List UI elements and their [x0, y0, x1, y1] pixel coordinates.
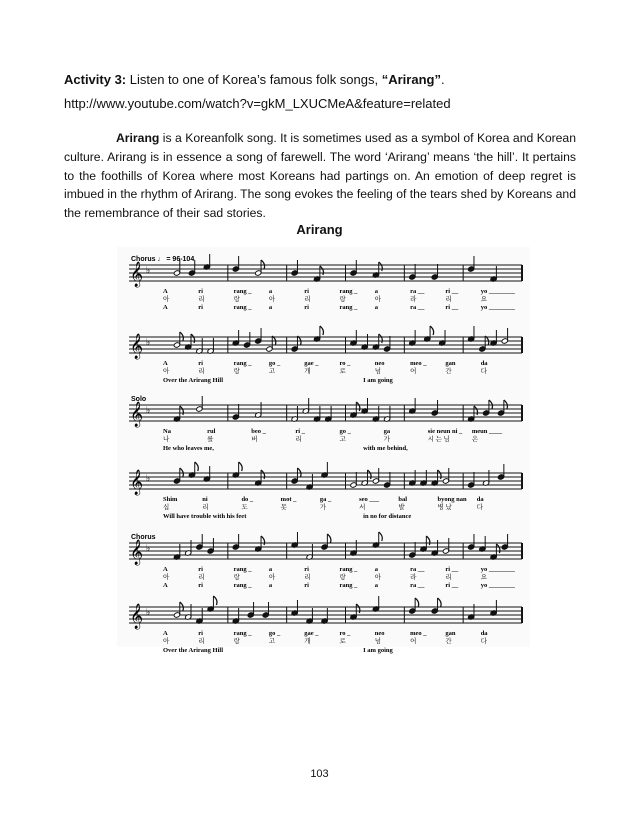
flat-sign-icon: ♭ — [146, 474, 151, 484]
lyric-romanized: meo _ — [410, 630, 427, 637]
lyric-romanized: ri — [198, 360, 204, 367]
lyric-korean: 리 — [445, 296, 452, 303]
note-flag — [261, 536, 265, 545]
lyric-romanized: rang _ — [233, 288, 252, 295]
lyric-korean: 리 — [198, 296, 205, 303]
lyric-korean: 리 — [198, 368, 205, 375]
lyric-english-right: I am going — [363, 647, 393, 654]
activity-label: Activity 3: — [64, 72, 127, 87]
lyric-korean: 개 — [304, 368, 311, 375]
lyric-english-left: Will have trouble with his feet — [163, 513, 247, 520]
note-flag — [239, 462, 243, 471]
lyric-romanized: A — [163, 288, 168, 295]
lyric-romanized: rang _ — [233, 566, 252, 573]
lyric-romanized: bal — [398, 496, 408, 503]
lyric-romanized: A — [163, 360, 168, 367]
lyric-romanized: byong nan — [437, 496, 467, 503]
treble-clef-icon: 𝄞 — [130, 540, 144, 565]
lyric-romanized-repeat: ra __ — [410, 582, 425, 589]
lyric-romanized-repeat: A — [163, 582, 168, 589]
lyric-romanized: ri — [198, 630, 204, 637]
activity-song-name: “Arirang” — [381, 72, 441, 87]
lyric-romanized-repeat: yo ________ — [480, 582, 515, 589]
flat-sign-icon: ♭ — [146, 266, 151, 276]
lyric-romanized: neo — [374, 630, 385, 637]
lyric-korean: 아 — [163, 368, 170, 375]
flat-sign-icon: ♭ — [146, 406, 151, 416]
lyric-korean: 아 — [268, 296, 276, 303]
treble-clef-icon: 𝄞 — [130, 262, 144, 287]
lyric-romanized: sie neun ni _ — [427, 428, 463, 435]
activity-heading — [64, 72, 445, 88]
lyric-korean: 고 — [268, 368, 276, 375]
activity-period: . — [440, 72, 445, 87]
lyric-korean: 리 — [304, 574, 311, 581]
lyric-korean: 개 — [304, 638, 311, 645]
lyric-romanized: ga _ — [319, 496, 332, 503]
treble-clef-icon: 𝄞 — [130, 604, 144, 629]
lyric-korean: 아 — [163, 574, 170, 581]
lyric-romanized: neo — [374, 360, 385, 367]
note-flag — [379, 334, 383, 343]
lyric-romanized: ri _ — [295, 428, 305, 435]
lyric-english-left: He who leaves me, — [163, 445, 214, 452]
lyric-romanized-repeat: ri — [304, 304, 309, 311]
lyric-korean: 도 — [241, 504, 248, 511]
lyric-romanized: gan — [445, 630, 456, 637]
lyric-korean: 랑 — [233, 574, 240, 581]
lyric-romanized-repeat: rang _ — [233, 582, 252, 589]
lyric-korean: 랑 — [233, 296, 240, 303]
lyric-romanized: gae _ — [304, 630, 319, 637]
note-flag — [180, 406, 184, 415]
note-flag — [438, 598, 442, 607]
lyric-romanized: ri __ — [445, 288, 459, 295]
lyric-korean: 요 — [480, 296, 487, 303]
lyric-romanized-repeat: ri — [198, 304, 204, 311]
paragraph-bold-lead: Arirang — [116, 131, 160, 145]
lyric-korean: 리 — [445, 574, 452, 581]
lyric-romanized-repeat: ri __ — [445, 582, 459, 589]
lyric-korean: 넘 — [374, 638, 382, 645]
note-flag — [415, 598, 419, 607]
lyric-korean: 십 — [163, 504, 170, 511]
lyric-romanized: ri — [304, 566, 309, 573]
lyric-korean: 다 — [480, 638, 487, 645]
lyric-romanized: mot _ — [280, 496, 297, 503]
note-flag — [474, 406, 478, 415]
note-flag — [438, 470, 442, 479]
lyric-romanized-repeat: a — [374, 582, 379, 589]
lyric-romanized-repeat: ri — [198, 582, 204, 589]
lyric-romanized-repeat: ri — [304, 582, 309, 589]
activity-text: Listen to one of Korea’s famous folk songs, — [126, 72, 382, 87]
lyric-korean: 병 났 — [437, 504, 452, 511]
lyric-romanized: da — [480, 630, 488, 637]
lyric-romanized: ri — [304, 288, 309, 295]
lyric-korean: 고 — [268, 638, 276, 645]
lyric-romanized: yo ________ — [480, 566, 515, 573]
lyric-romanized: ri — [198, 288, 204, 295]
lyric-romanized-repeat: a — [268, 304, 273, 311]
lyric-korean: 랑 — [233, 368, 240, 375]
lyric-romanized: beo _ — [251, 428, 266, 435]
lyric-korean: 아 — [268, 574, 276, 581]
lyric-romanized: rang _ — [339, 288, 358, 295]
lyric-romanized-repeat: A — [163, 304, 168, 311]
sheet-music-image — [117, 247, 530, 654]
lyric-romanized: gan — [445, 360, 456, 367]
treble-clef-icon: 𝄞 — [130, 470, 144, 495]
note-flag — [379, 532, 383, 541]
lyric-korean: 고 — [339, 436, 346, 443]
lyric-romanized: meo _ — [410, 360, 427, 367]
lyric-romanized: Na — [163, 428, 171, 435]
lyric-romanized-repeat: a — [374, 304, 379, 311]
lyric-korean: 발 — [398, 504, 405, 511]
lyric-korean: 어 — [410, 368, 417, 375]
note-flag — [368, 470, 372, 479]
lyric-romanized: ro _ — [339, 360, 351, 367]
lyric-korean: 은 — [471, 436, 479, 443]
tempo-label: Chorus ♩ = 96-104 — [131, 256, 195, 263]
treble-clef-icon: 𝄞 — [130, 334, 144, 359]
note-flag — [356, 604, 360, 613]
lyric-romanized: seo ___ — [359, 496, 380, 503]
lyric-korean: 넘 — [374, 368, 382, 375]
lyric-romanized: go _ — [268, 630, 281, 637]
note-flag — [327, 534, 331, 543]
lyric-korean: 다 — [480, 368, 487, 375]
lyric-korean: 나 — [163, 436, 170, 443]
description-paragraph — [64, 129, 576, 223]
song-title: Arirang — [296, 222, 343, 237]
lyric-korean: 리 — [295, 436, 302, 443]
lyric-korean: 버 — [251, 436, 258, 443]
lyric-korean: 리 — [198, 574, 205, 581]
lyric-romanized: ra __ — [410, 288, 425, 295]
lyric-romanized: do _ — [241, 496, 254, 503]
lyric-korean: 로 — [339, 638, 346, 645]
note-flag — [261, 470, 265, 479]
lyric-korean: 리 — [198, 638, 205, 645]
page-number: 103 — [310, 768, 329, 780]
note-flag — [426, 536, 430, 545]
note-flag — [430, 326, 434, 335]
note-flag — [320, 326, 324, 335]
lyric-korean: 가 — [319, 504, 327, 511]
lyric-romanized: ni — [202, 496, 208, 503]
lyric-romanized-repeat: rang _ — [339, 582, 358, 589]
lyric-romanized: ri __ — [445, 566, 459, 573]
lyric-korean: 간 — [445, 368, 452, 375]
lyric-korean: 아 — [374, 574, 382, 581]
lyric-romanized: rang _ — [233, 630, 252, 637]
lyric-romanized-repeat: a — [268, 582, 273, 589]
lyric-korean: 가 — [383, 436, 390, 443]
lyric-romanized-repeat: ra __ — [410, 304, 425, 311]
lyric-romanized: rang _ — [339, 566, 358, 573]
lyric-romanized: A — [163, 630, 168, 637]
note-flag — [213, 596, 217, 605]
lyric-korean: 리 — [202, 504, 209, 511]
lyric-english-right: in no for distance — [363, 513, 412, 520]
lyric-romanized: ga — [383, 428, 391, 435]
lyric-korean: 요 — [480, 574, 487, 581]
lyric-korean: 를 — [207, 436, 214, 443]
note-flag — [320, 266, 324, 275]
lyric-korean: 리 — [304, 296, 311, 303]
treble-clef-icon: 𝄞 — [130, 402, 144, 427]
lyric-romanized: go _ — [268, 360, 281, 367]
note-flag — [195, 462, 199, 471]
paragraph-text: is a Koreanfolk song. It is sometimes used as a symbol of Korea and Korean culture. Arirang is in essence a song of farewell. The word ‘Arirang’ means ‘the hill’. It pertains to the foothills of Korea where most Koreans had partings on. An emotion of deep regret is imbued in the rhythm of Arirang. The song evokes the feeling of the tears shed by Koreans and the remembrance of their sad stories. — [64, 131, 576, 221]
lyric-korean: 아 — [374, 296, 382, 303]
lyric-romanized: ra __ — [410, 566, 425, 573]
lyric-romanized: ro _ — [339, 630, 351, 637]
lyric-romanized: yo ________ — [480, 288, 515, 295]
lyric-romanized: ri — [198, 566, 204, 573]
lyric-korean: 로 — [339, 368, 346, 375]
lyric-romanized-repeat: rang _ — [339, 304, 358, 311]
flat-sign-icon: ♭ — [146, 608, 151, 618]
sheet-music-svg — [117, 247, 530, 654]
lyric-korean: 아 — [163, 296, 170, 303]
chorus-label: Chorus — [131, 534, 156, 541]
lyric-korean: 라 — [410, 296, 417, 303]
lyric-korean: 랑 — [339, 296, 346, 303]
solo-label: Solo — [131, 396, 147, 403]
lyric-romanized: a — [374, 288, 379, 295]
lyric-korean: 서 — [359, 504, 366, 511]
lyric-romanized: da — [480, 360, 488, 367]
lyric-romanized: go _ — [339, 428, 351, 435]
lyric-romanized-repeat: yo ________ — [480, 304, 515, 311]
note-flag — [191, 334, 195, 343]
video-url: http://www.youtube.com/watch?v=gkM_LXUCMeA&feature=related — [64, 96, 451, 111]
lyric-korean: 라 — [410, 574, 417, 581]
lyric-romanized-repeat: rang _ — [233, 304, 252, 311]
lyric-romanized: da — [476, 496, 484, 503]
lyric-english-right: with me behind, — [363, 445, 408, 452]
lyric-romanized: gae _ — [304, 360, 319, 367]
lyric-english-right: I am going — [363, 377, 393, 384]
lyric-korean: 못 — [280, 504, 287, 511]
lyric-romanized: rul — [207, 428, 216, 435]
flat-sign-icon: ♭ — [146, 544, 151, 554]
lyric-korean: 시 는 님 — [427, 436, 450, 443]
lyric-romanized: A — [163, 566, 168, 573]
lyric-romanized: rang _ — [233, 360, 252, 367]
lyric-korean: 랑 — [339, 574, 346, 581]
lyric-korean: 아 — [163, 638, 170, 645]
lyric-korean: 어 — [410, 638, 417, 645]
lyric-romanized: a — [268, 566, 273, 573]
lyric-romanized-repeat: ri __ — [445, 304, 459, 311]
note-flag — [379, 262, 383, 271]
lyric-romanized: a — [268, 288, 273, 295]
lyric-romanized: meun ____ — [471, 428, 503, 435]
lyric-korean: 간 — [445, 638, 452, 645]
lyric-korean: 랑 — [233, 638, 240, 645]
note-flag — [496, 544, 500, 553]
flat-sign-icon: ♭ — [146, 338, 151, 348]
lyric-romanized: Shim — [163, 496, 178, 503]
lyric-romanized: a — [374, 566, 379, 573]
lyric-english-left: Over the Arirang Hill — [163, 647, 223, 654]
note-flag — [356, 402, 360, 411]
lyric-english-left: Over the Arirang Hill — [163, 377, 223, 384]
lyric-korean: 다 — [476, 504, 484, 511]
